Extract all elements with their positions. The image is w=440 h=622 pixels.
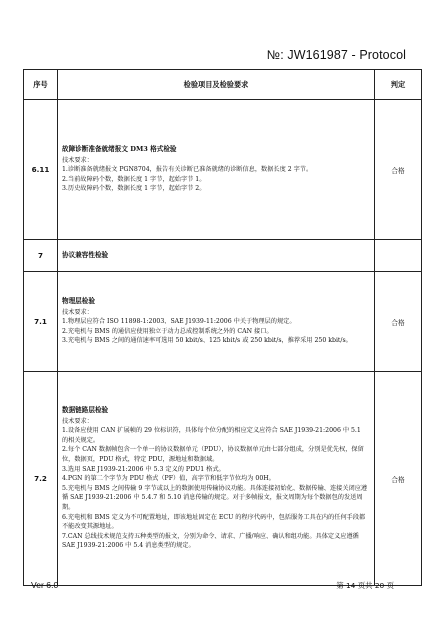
- row-verdict: 合格: [375, 372, 422, 586]
- header-item: 检验项目及检验要求: [58, 70, 375, 100]
- table-header-row: [24, 70, 422, 100]
- requirement-line: 7.CAN 总线技术规范支持五种类型的报文，分别为命令、请求、广播/响应、确认和组功能。具体定义应遵循 SAE J1939-21:2006 中 5.4 消息类型的规定。: [62, 532, 359, 550]
- table-row: [24, 100, 422, 240]
- row-number: 7.1: [24, 272, 58, 372]
- row-content: [58, 372, 375, 586]
- requirement-line: 1.物理层应符合 ISO 11898-1:2003、SAE J1939-11:2006 中关于物理层的规定。: [62, 318, 296, 326]
- row-title: 数据链路层检验: [62, 406, 109, 415]
- requirement-line: 技术要求：: [62, 308, 93, 316]
- requirement-line: 技术要求：: [62, 156, 93, 164]
- row-content: [58, 100, 375, 240]
- requirement-line: 2.每个 CAN 数据帧包含一个单一的协议数据单元（PDU），协议数据单元由七部分组成，分别是优先权，保留位，数据页，PDU 格式，特定 PDU，源地址和数据域。: [62, 446, 364, 464]
- header-no: 序号: [24, 70, 58, 100]
- table-row: [24, 372, 422, 586]
- requirement-line: 2.充电机与 BMS 的通信应使用独立于动力总成控制系统之外的 CAN 接口。: [62, 327, 273, 335]
- row-title: 物理层检验: [62, 297, 95, 306]
- row-title: 故障诊断准备就绪报文 DM3 格式检验: [62, 145, 177, 154]
- requirement-line: 技术要求：: [62, 417, 93, 425]
- row-verdict: 合格: [375, 100, 422, 240]
- table-row: [24, 272, 422, 372]
- row-number: 7: [24, 240, 58, 272]
- row-verdict: [375, 240, 422, 272]
- requirement-line: 4.PGN 的第二个字节为 PDU 格式（PF）值，高字节和低字节位均为 00H。: [62, 475, 275, 483]
- requirement-line: 6.充电机和 BMS 定义为不可配置地址，即该地址固定在 ECU 的程序代码中，包括服务工具在内的任何手段都不能改变其源地址。: [62, 513, 366, 531]
- requirement-line: 3.历史故障码个数，数据长度 1 字节，起始字节 2。: [62, 185, 206, 193]
- requirement-line: 1.诊断准备就绪报文 PGN8704，报告有关诊断已准备就绪的诊断信息，数据长度 2 字节。: [62, 166, 313, 174]
- row-verdict: 合格: [375, 272, 422, 372]
- header-verdict: 判定: [375, 70, 422, 100]
- requirement-line: 3.选用 SAE J1939-21:2006 中 5.3 定义的 PDU1 格式。: [62, 465, 225, 473]
- requirement-line: 5.充电机与 BMS 之间传输 9 字节或以上的数据使用传输协议功能。具体连接初始化、数据传输、连接关闭应遵循 SAE J1939-21:2006 中 5.4.7 和 5.10 消息传输的规定。对于多帧报文，报文周期为每个数据包的发送周期。: [62, 484, 368, 511]
- table-row: [24, 240, 422, 272]
- inspection-table: [23, 69, 422, 586]
- row-number: 7.2: [24, 372, 58, 586]
- row-number: 6.11: [24, 100, 58, 240]
- row-content: [58, 240, 375, 272]
- version-label: Ver 6.0: [31, 580, 59, 590]
- row-title: 协议兼容性检验: [62, 250, 109, 259]
- requirement-line: 1.设备应使用 CAN 扩展帧的 29 位标识符，具体每个位分配的相应定义应符合 SAE J1939-21:2006 中 5.1 的相关规定。: [62, 427, 361, 444]
- requirement-line: 2.当前故障码个数，数据长度 1 字节，起始字节 1。: [62, 175, 206, 183]
- row-content: [58, 272, 375, 372]
- document-number: №: JW161987 - Protocol: [266, 48, 406, 62]
- page-number: 第 14 页共 20 页: [336, 581, 394, 590]
- requirement-line: 3.充电机与 BMS 之间的通信速率可选用 50 kbit/s、125 kbit/s 或 250 kbit/s，推荐采用 250 kbit/s。: [62, 337, 352, 345]
